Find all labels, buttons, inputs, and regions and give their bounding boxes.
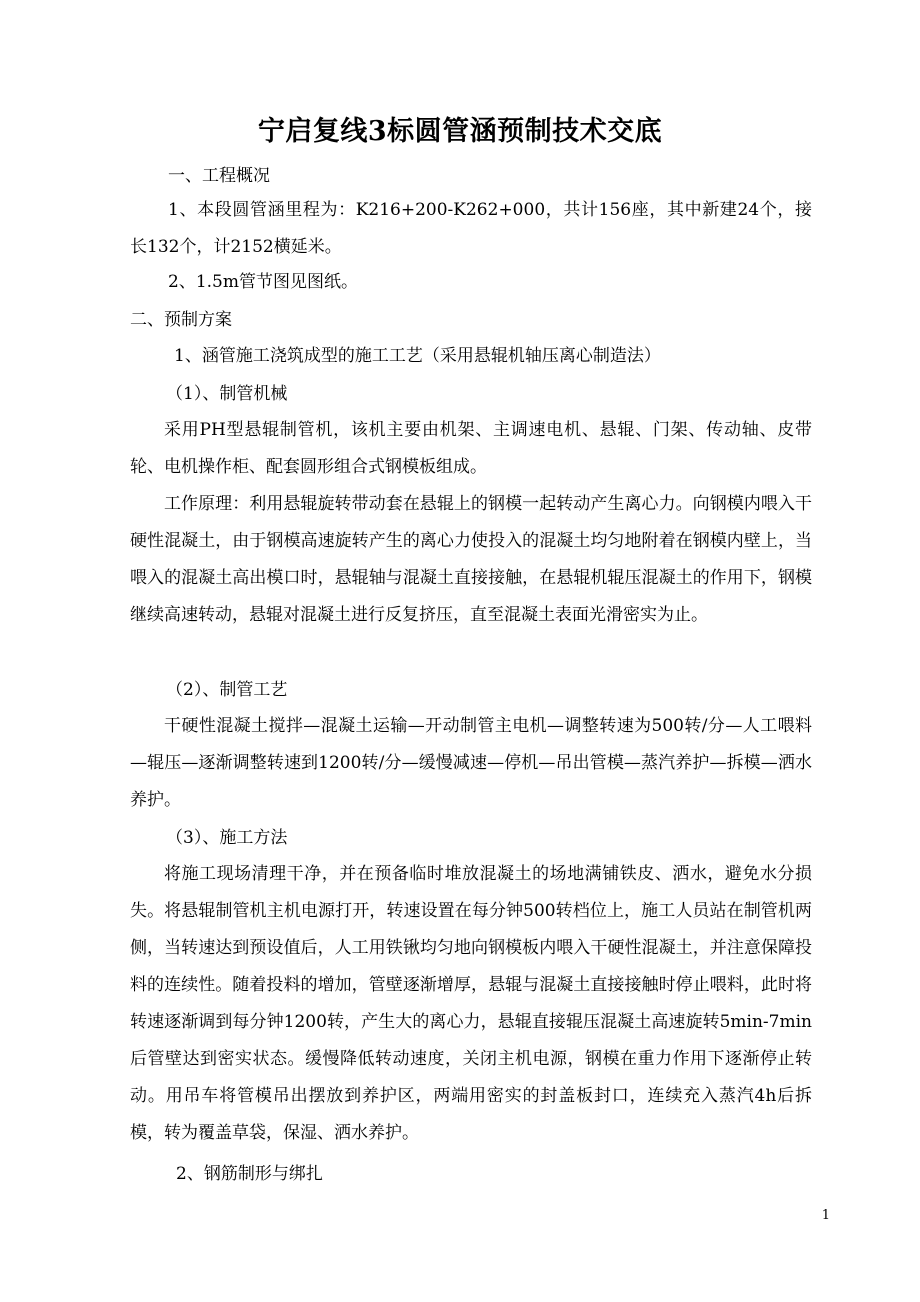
paragraph-working-principle: 工作原理：利用悬辊旋转带动套在悬辊上的钢模一起转动产生离心力。向钢模内喂入干硬性混凝土，由于钢模高速旋转产生的离心力使投入的混凝土均匀地附着在钢模内壁上，当喂入的混凝土高出模口时，悬辊轴与混凝土直接接触，在悬辊机辊压混凝土的作用下，钢模继续高速转动，悬辊对混凝土进行反复挤压，直至混凝土表面光滑密实为止。 <box>130 494 812 625</box>
page-number: 1 <box>821 1208 830 1223</box>
subheading-process: （2）、制管工艺 <box>166 680 288 700</box>
paragraph-mileage: 1、本段圆管涵里程为：K216+200-K262+000，共计156座，其中新建24个，接长132个，计2152横延米。 <box>130 200 812 257</box>
subheading-rebar: 2、钢筋制形与绑扎 <box>176 1164 323 1184</box>
paragraph-method: 将施工现场清理干净，并在预备临时堆放混凝土的场地满铺铁皮、洒水，避免水分损失。将悬辊制管机主机电源打开，转速设置在每分钟500转档位上，施工人员站在制管机两侧，当转速达到预设值后，人工用铁锹均匀地向钢模板内喂入干硬性混凝土，并注意保障投料的连续性。随着投料的增加，管壁逐渐增厚，悬辊与混凝土直接接触时停止喂料，此时将转速逐渐调到每分钟1200转，产生大的离心力，悬辊直接辊压混凝土高速旋转5min-7min后管壁达到密实状态。缓慢降低转动速度，关闭主机电源，钢模在重力作用下逐渐停止转动。用吊车将管模吊出摆放到养护区，两端用密实的封盖板封口，连续充入蒸汽4h后拆模，转为覆盖草袋，保湿、洒水养护。 <box>130 864 812 1143</box>
subheading-machinery: （1）、制管机械 <box>166 384 288 404</box>
paragraph-drawing-ref: 2、1.5m管节图见图纸。 <box>168 272 358 292</box>
document-title: 宁启复线3标圆管涵预制技术交底 <box>257 116 663 147</box>
subheading-casting-process: 1、涵管施工浇筑成型的施工工艺（采用悬辊机轴压离心制造法） <box>174 346 661 366</box>
section-heading-plan: 二、预制方案 <box>130 310 232 330</box>
paragraph-machinery: 采用PH型悬辊制管机，该机主要由机架、主调速电机、悬辊、门架、传动轴、皮带轮、电机操作柜、配套圆形组合式钢模板组成。 <box>130 420 812 477</box>
subheading-method: （3）、施工方法 <box>166 828 288 848</box>
paragraph-process: 干硬性混凝土搅拌—混凝土运输—开动制管主电机—调整转速为500转/分—人工喂料—辊压—逐渐调整转速到1200转/分—缓慢减速—停机—吊出管模—蒸汽养护—拆模—洒水养护。 <box>130 716 812 810</box>
section-heading-overview: 一、工程概况 <box>168 166 270 186</box>
